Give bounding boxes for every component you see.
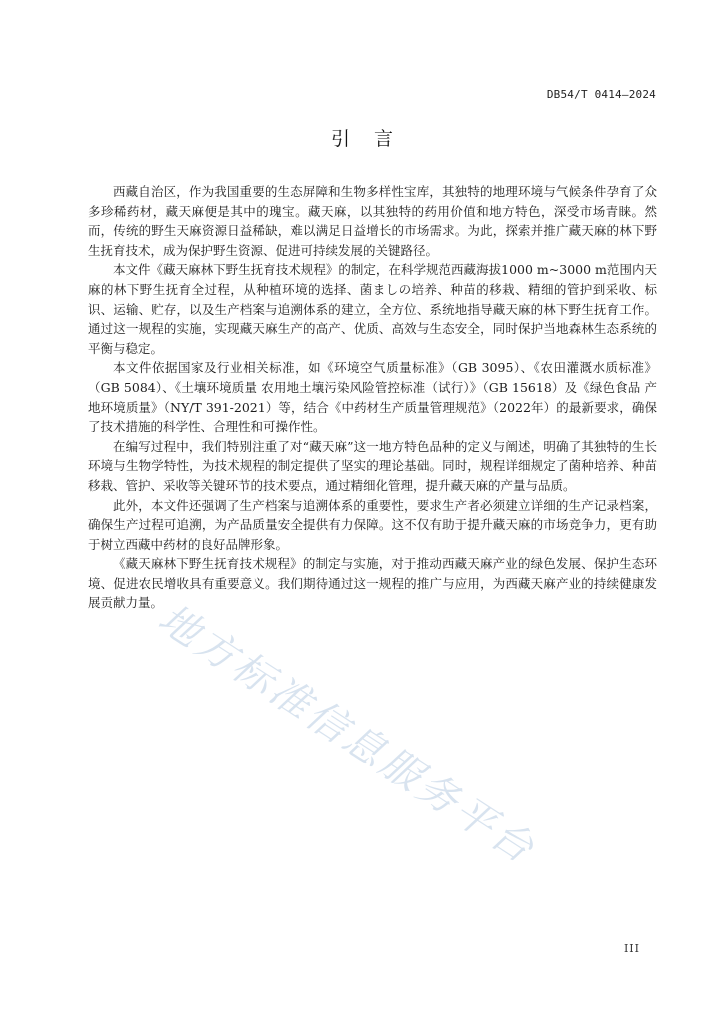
paragraph-scope: 本文件《藏天麻林下野生抚育技术规程》的制定，在科学规范西藏海拔1000 m~3000 m范围内天麻的林下野生抚育全过程，从种植环境的选择、菌ましの培养、种苗的移栽、精细的管护到采收、标识、运输、贮存，以及生产档案与追溯体系的建立，全方位、系统地指导藏天麻的林下野生抚育工作。通过这一规程的实施，实现藏天麻生产的高产、优质、高效与生态安全，同时保护当地森林生态系统的平衡与稳定。 [88,262,657,356]
page-title: 引言 [330,128,417,150]
paragraph-intro: 西藏自治区，作为我国重要的生态屏障和生物多样性宝库，其独特的地理环境与气候条件孕育了众多珍稀药材，藏天麻便是其中的瑰宝。藏天麻，以其独特的药用价值和地方特色，深受市场青睐。然而，传统的野生天麻资源日益稀缺，难以满足日益增长的市场需求。为此，探索并推广藏天麻的林下野生抚育技术，成为保护野生资源、促进可持续发展的关键路径。 [88,184,657,258]
watermark: 地方标准信息服务平台 [150,595,545,874]
page-number: III [623,942,640,955]
paragraph-drafting: 在编写过程中，我们特别注重了对“藏天麻”这一地方特色品种的定义与阐述，明确了其独特的生长环境与生物学特性，为技术规程的制定提供了坚实的理论基础。同时，规程详细规定了菌种培养、种苗移栽、管护、采收等关键环节的技术要点，通过精细化管理，提升藏天麻的产量与品质。 [88,438,657,493]
paragraph-references: 本文件依据国家及行业相关标准，如《环境空气质量标准》（GB 3095）、《农田灌溉水质标准》（GB 5084）、《土壤环境质量 农用地土壤污染风险管控标准（试行）》（GB 15618）及《绿色食品 产地环境质量》（NY/T 391-2021）等，结合《中药材生产质量管理规范》（2022年）的最新要求，确保了技术措施的科学性、合理性和可操作性。 [88,360,657,435]
body-text [88,182,657,613]
paragraph-conclusion: 《藏天麻林下野生抚育技术规程》的制定与实施，对于推动西藏天麻产业的绿色发展、保护生态环境、促进农民增收具有重要意义。我们期待通过这一规程的推广与应用，为西藏天麻产业的持续健康发展贡献力量。 [88,556,657,611]
standard-code: DB54/T 0414—2024 [546,88,656,101]
paragraph-traceability: 此外，本文件还强调了生产档案与追溯体系的重要性，要求生产者必须建立详细的生产记录档案，确保生产过程可追溯，为产品质量安全提供有力保障。这不仅有助于提升藏天麻的市场竞争力，更有助于树立西藏中药材的良好品牌形象。 [88,497,657,552]
